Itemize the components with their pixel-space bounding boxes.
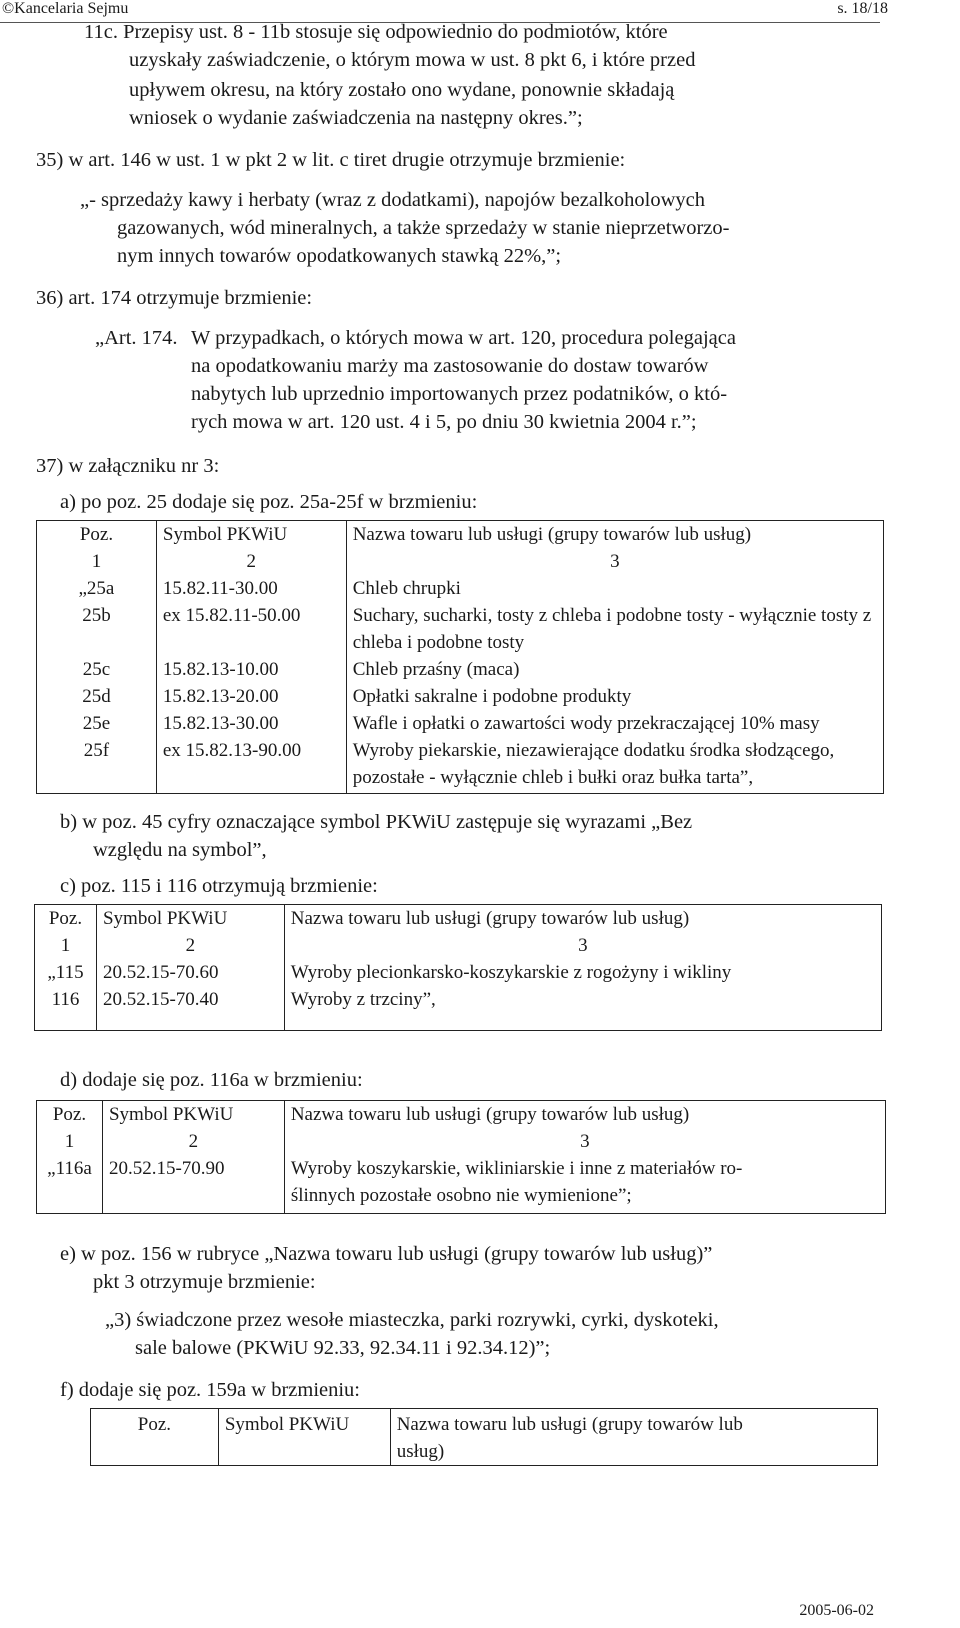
item-36: 36) art. 174 otrzymuje brzmienie: — [36, 287, 313, 309]
paragraph-11c-line-3: upływem okresu, na który zostało ono wydane, ponownie składają — [129, 79, 675, 101]
table-f-col-header-poz: Poz. — [91, 1409, 219, 1466]
table-row — [37, 1155, 886, 1214]
poz-cell: 25c — [37, 656, 157, 683]
table-c — [34, 904, 882, 1031]
table-row — [37, 575, 884, 602]
poz-cell: „116a — [37, 1155, 103, 1214]
name-cell: Wafle i opłatki o zawartości wody przekraczającej 10% masy — [346, 710, 883, 737]
symbol-cell: ex 15.82.11-50.00 — [156, 602, 346, 656]
subitem-e-line-2: pkt 3 otrzymuje brzmienie: — [93, 1271, 316, 1293]
table-f-col-header-symbol: Symbol PKWiU — [218, 1409, 390, 1466]
subitem-a: a) po poz. 25 dodaje się poz. 25a-25f w brzmieniu: — [60, 491, 478, 513]
item-36-quote-line-1: W przypadkach, o których mowa w art. 120, procedura polegająca — [191, 327, 736, 349]
poz-cell: 25e — [37, 710, 157, 737]
poz-cell: 25b — [37, 602, 157, 656]
name-cell: Wyroby piekarskie, niezawierające dodatku środka słodzącego, pozostałe - wyłącznie chleb i bułki oraz bułka tarta”, — [346, 737, 883, 794]
item-36-quote-line-3: nabytych lub uprzednio importowanych przez podatników, o któ- — [191, 383, 728, 405]
paragraph-11c-line-4: wniosek o wydanie zaświadczenia na następny okres.”; — [129, 107, 583, 129]
table-a-col-header-poz: Poz. — [37, 521, 157, 549]
table-row — [37, 683, 884, 710]
item-35-quote-line-2: gazowanych, wód mineralnych, a także sprzedaży w stanie nieprzetworzo- — [117, 217, 730, 239]
poz-cell: 116 — [35, 986, 97, 1031]
symbol-cell: 15.82.13-10.00 — [156, 656, 346, 683]
table-a — [36, 520, 884, 794]
subitem-b-line-2: względu na symbol”, — [93, 839, 267, 861]
item-35-quote-line-3: nym innych towarów opodatkowanych stawką 22%,”; — [117, 245, 562, 267]
table-f-col-header-name-line-2: usług) — [396, 1441, 445, 1462]
name-cell: Suchary, sucharki, tosty z chleba i podobne tosty - wyłącznie tosty z chleba i podobne tosty — [346, 602, 883, 656]
table-row — [37, 602, 884, 656]
subitem-e-quote-line-1: „3) świadczone przez wesołe miasteczka, parki rozrywki, cyrki, dyskoteki, — [105, 1309, 719, 1331]
table-c-num-1: 1 — [35, 932, 97, 959]
table-a-num-2: 2 — [156, 548, 346, 575]
table-f-col-header-name-line-1: Nazwa towaru lub usługi (grupy towarów lub — [396, 1414, 743, 1435]
header-page-number: s. 18/18 — [837, 0, 888, 17]
table-f-col-header-name — [390, 1409, 877, 1466]
table-row — [37, 737, 884, 794]
table-c-num-2: 2 — [96, 932, 284, 959]
name-cell: Opłatki sakralne i podobne produkty — [346, 683, 883, 710]
symbol-cell: 20.52.15-70.90 — [102, 1155, 284, 1214]
item-37: 37) w załączniku nr 3: — [36, 455, 220, 477]
symbol-cell: 15.82.13-20.00 — [156, 683, 346, 710]
item-36-quote-lead: „Art. 174. — [95, 327, 178, 349]
symbol-cell: 20.52.15-70.60 — [96, 959, 284, 986]
table-d-col-header-symbol: Symbol PKWiU — [102, 1101, 284, 1129]
item-36-quote-line-4: rych mowa w art. 120 ust. 4 i 5, po dniu 30 kwietnia 2004 r.”; — [191, 411, 697, 433]
table-row — [35, 959, 882, 986]
subitem-b-line-1: b) w poz. 45 cyfry oznaczające symbol PKWiU zastępuje się wyrazami „Bez — [60, 811, 693, 833]
name-cell: Wyroby plecionkarsko-koszykarskie z rogożyny i wikliny — [284, 959, 881, 986]
table-row — [37, 656, 884, 683]
table-d-col-header-name: Nazwa towaru lub usługi (grupy towarów lub usług) — [284, 1101, 885, 1129]
item-36-quote-line-2: na opodatkowaniu marży ma zastosowanie do dostaw towarów — [191, 355, 709, 377]
table-c-col-header-symbol: Symbol PKWiU — [96, 905, 284, 933]
table-c-num-3: 3 — [284, 932, 881, 959]
item-35: 35) w art. 146 w ust. 1 w pkt 2 w lit. c tiret drugie otrzymuje brzmienie: — [36, 149, 626, 171]
name-cell-line-1: Wyroby koszykarskie, wikliniarskie i inne z materiałów ro- — [290, 1158, 743, 1179]
table-row — [35, 986, 882, 1031]
name-cell-line-2: ślinnych pozostałe osobno nie wymienione”; — [290, 1185, 632, 1206]
table-a-num-3: 3 — [346, 548, 883, 575]
table-a-num-1: 1 — [37, 548, 157, 575]
poz-cell: „115 — [35, 959, 97, 986]
name-cell: Wyroby z trzciny”, — [284, 986, 881, 1031]
subitem-e-line-1: e) w poz. 156 w rubryce „Nazwa towaru lub usługi (grupy towarów lub usług)” — [60, 1243, 713, 1265]
table-d — [36, 1100, 886, 1214]
symbol-cell: 15.82.11-30.00 — [156, 575, 346, 602]
paragraph-11c-line-2: uzyskały zaświadczenie, o którym mowa w ust. 8 pkt 6, i które przed — [129, 49, 696, 71]
poz-cell: 25f — [37, 737, 157, 794]
table-d-num-3: 3 — [284, 1128, 885, 1155]
symbol-cell: ex 15.82.13-90.00 — [156, 737, 346, 794]
poz-cell: „25a — [37, 575, 157, 602]
poz-cell: 25d — [37, 683, 157, 710]
table-d-col-header-poz: Poz. — [37, 1101, 103, 1129]
footer-date: 2005-06-02 — [799, 1602, 874, 1619]
paragraph-11c-line-1: 11c. Przepisy ust. 8 - 11b stosuje się odpowiednio do podmiotów, które — [84, 21, 668, 43]
table-d-num-1: 1 — [37, 1128, 103, 1155]
item-35-quote-line-1: „- sprzedaży kawy i herbaty (wraz z dodatkami), napojów bezalkoholowych — [80, 189, 705, 211]
name-cell — [284, 1155, 885, 1214]
table-d-num-2: 2 — [102, 1128, 284, 1155]
table-f — [90, 1408, 878, 1466]
name-cell: Chleb chrupki — [346, 575, 883, 602]
name-cell: Chleb przaśny (maca) — [346, 656, 883, 683]
table-a-col-header-name: Nazwa towaru lub usługi (grupy towarów lub usług) — [346, 521, 883, 549]
subitem-c: c) poz. 115 i 116 otrzymują brzmienie: — [60, 875, 378, 897]
table-row — [37, 710, 884, 737]
table-c-col-header-name: Nazwa towaru lub usługi (grupy towarów lub usług) — [284, 905, 881, 933]
table-c-col-header-poz: Poz. — [35, 905, 97, 933]
symbol-cell: 15.82.13-30.00 — [156, 710, 346, 737]
symbol-cell: 20.52.15-70.40 — [96, 986, 284, 1031]
subitem-d: d) dodaje się poz. 116a w brzmieniu: — [60, 1069, 363, 1091]
header-left: ©Kancelaria Sejmu — [2, 0, 129, 17]
table-a-col-header-symbol: Symbol PKWiU — [156, 521, 346, 549]
subitem-e-quote-line-2: sale balowe (PKWiU 92.33, 92.34.11 i 92.34.12)”; — [135, 1337, 551, 1359]
subitem-f: f) dodaje się poz. 159a w brzmieniu: — [60, 1379, 361, 1401]
